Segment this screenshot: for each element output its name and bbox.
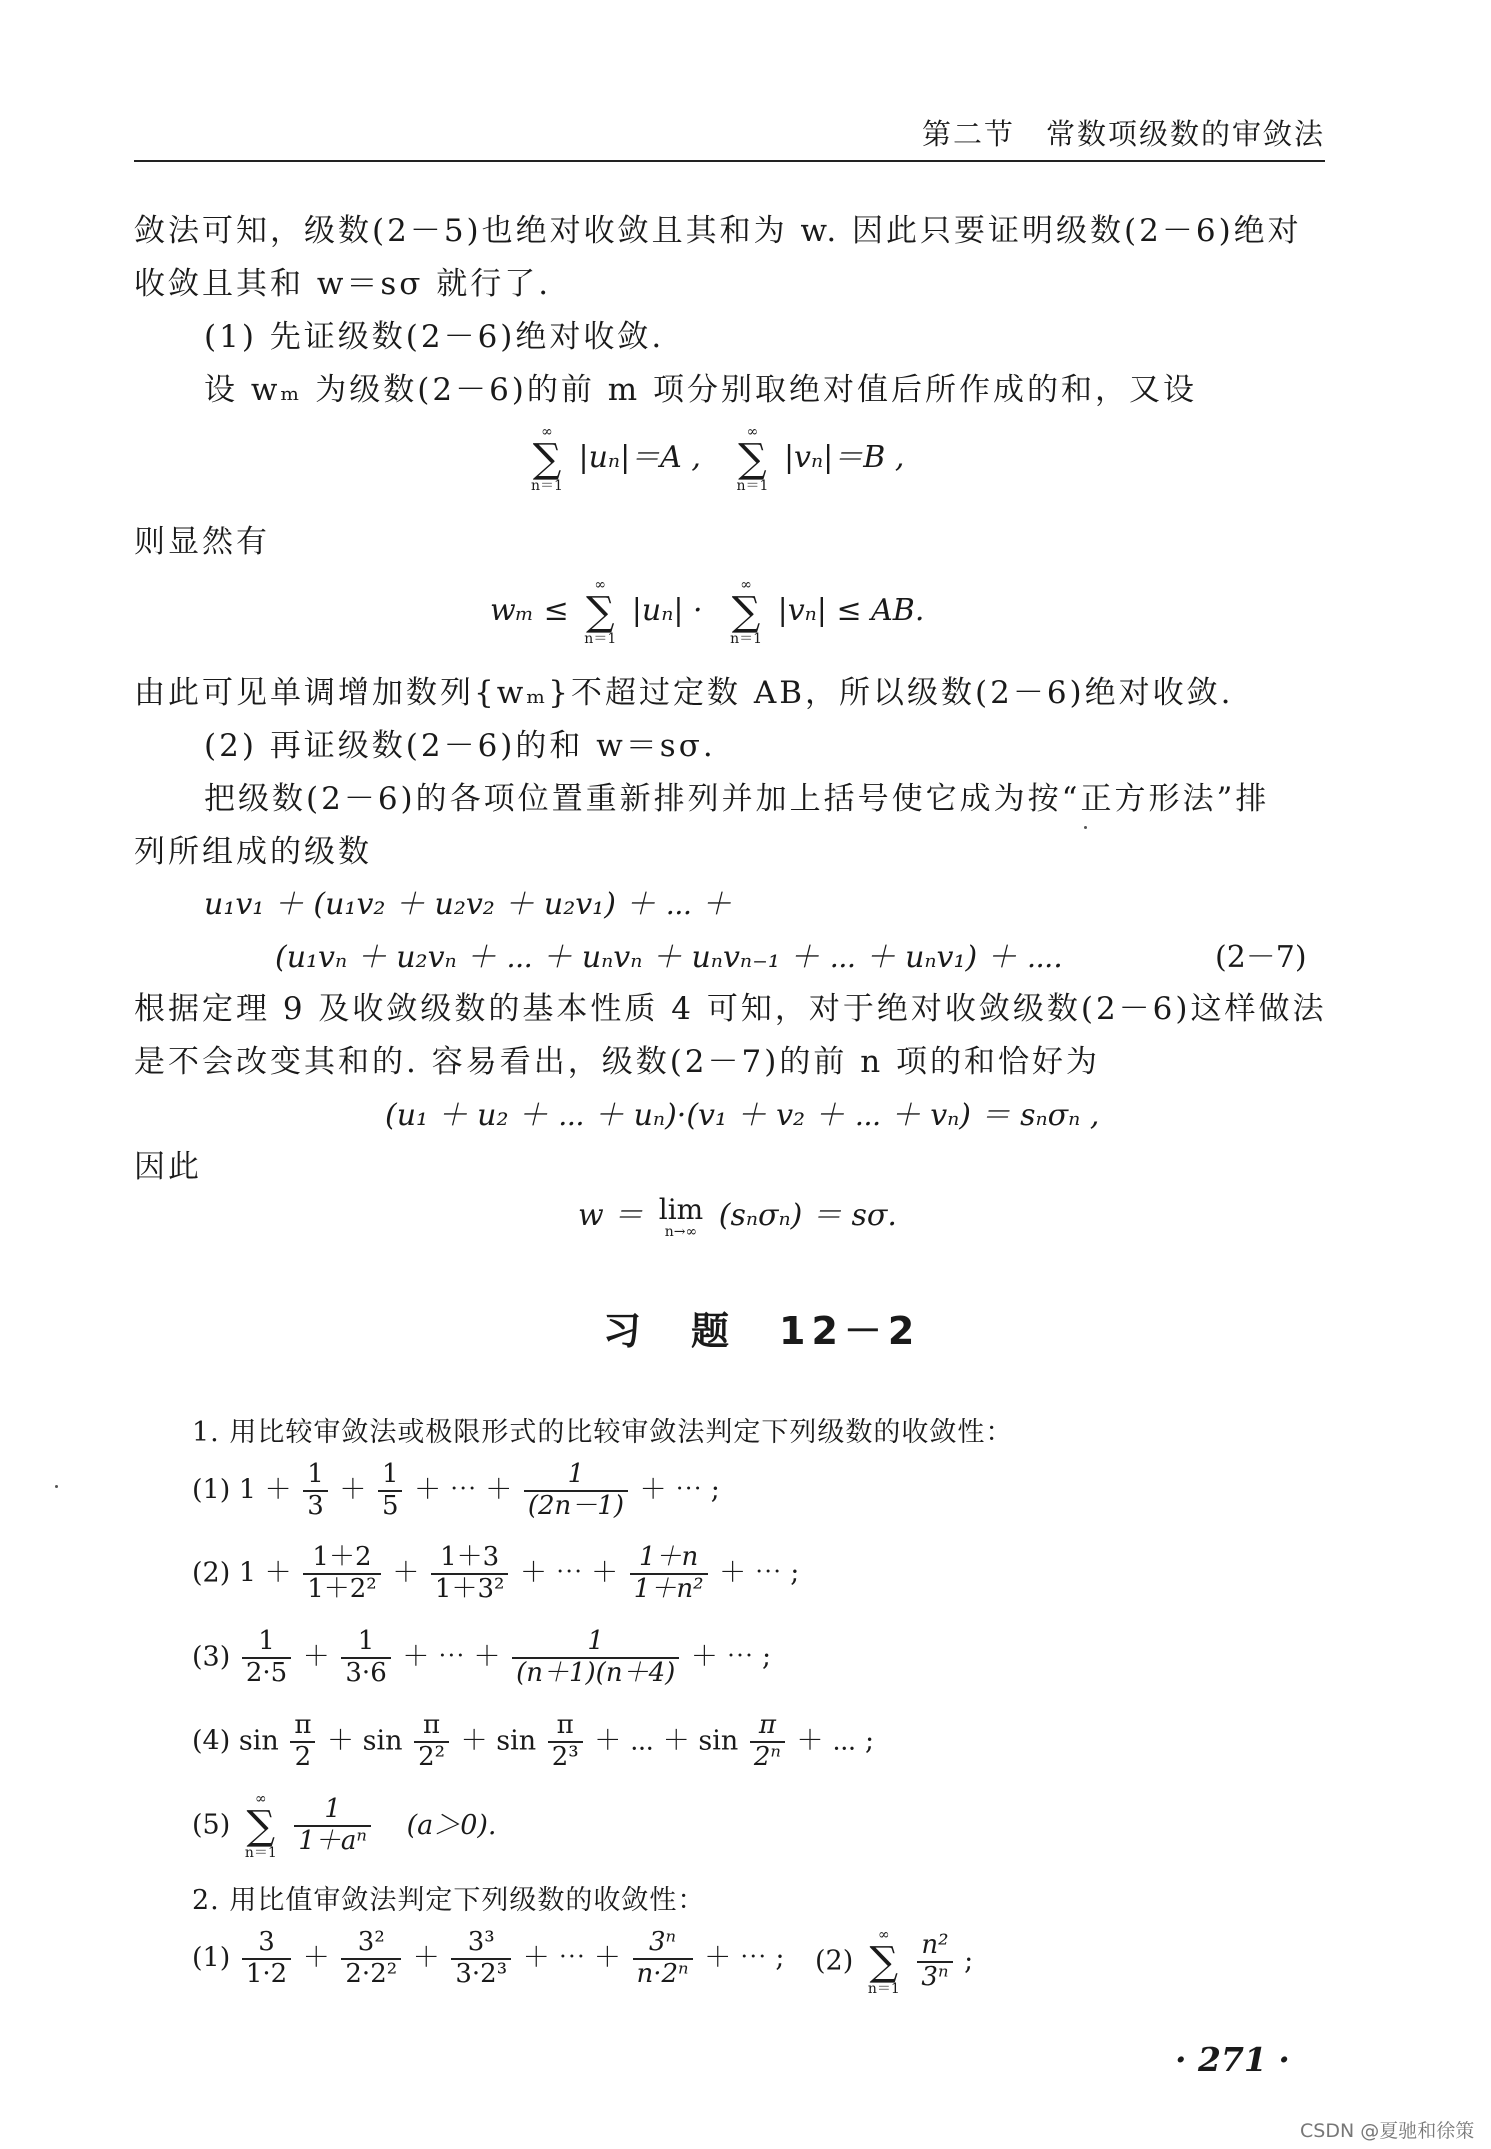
fraction: $\frac{1+n}{\text{1＋n²}}$ (630, 1543, 708, 1605)
sum-operator: ∞ ∑ n＝1 (867, 1927, 900, 1997)
equation-limit: w ＝ lim n→∞ (sₙσₙ) ＝ sσ. (578, 1192, 897, 1241)
body-line-11: 是不会改变其和的. 容易看出，级数(2－7)的前 n 项的和恰好为 (134, 1044, 1101, 1080)
fraction: $\frac{\text{3ⁿ}}{\text{n·2ⁿ}}$ (633, 1928, 693, 1990)
fraction: $\frac{1}{2\cdot 5}$ (242, 1627, 291, 1689)
body-line-2: 收敛且其和 w＝sσ 就行了. (134, 266, 552, 302)
exercise-1-1: (1) 1 ＋ $\frac{1}{3}$ ＋ $\frac{1}{5}$ ＋ ⋯ ＋ $\frac{1}{(2n-1)}$ ＋ ⋯ ; (192, 1459, 720, 1521)
running-header: 第二节 常数项级数的审敛法 (921, 117, 1325, 151)
limit-operator: lim n→∞ (658, 1192, 704, 1241)
sum-operator: ∞ ∑ n＝1 (736, 424, 769, 494)
sum-abs-u: |uₙ|＝A , (578, 440, 701, 475)
fraction: $\frac{\text{3²}}{\text{2·2²}}$ (341, 1928, 401, 1990)
exercise-1-2: (2) 1 ＋ $\frac{1+2}{\text{1＋2²}}$ ＋ $\frac{1+3}{\text{1＋3²}}$ ＋ ⋯ ＋ $\frac{1+n}{\text{1＋n²}}$ ＋ ⋯ ; (192, 1542, 800, 1604)
equation-sums-AB (525, 425, 904, 493)
body-line-3: (1) 先证级数(2－6)绝对收敛. (204, 319, 665, 355)
equation-square-arrangement-2: (u₁vₙ ＋ u₂vₙ ＋ ⋯ ＋ uₙvₙ ＋ uₙvₙ₋₁ ＋ ⋯ ＋ uₙv₁) ＋ ⋯. (275, 940, 1063, 975)
equation-partial-product: (u₁ ＋ u₂ ＋ ⋯ ＋ uₙ)·(v₁ ＋ v₂ ＋ ⋯ ＋ vₙ) ＝ sₙσₙ , (385, 1098, 1100, 1133)
body-line-9: 列所组成的级数 (134, 834, 372, 870)
fraction: $\frac{\text{n²}}{\text{3ⁿ}}$ (917, 1931, 952, 1993)
sum-operator: ∞ ∑ n＝1 (730, 577, 763, 647)
exercise-1-5: (5) ∞ ∑ n＝1 $\frac{1}{\text{1＋aⁿ}}$ (a＞0). (192, 1791, 497, 1861)
body-line-8: 把级数(2－6)的各项位置重新排列并加上括号使它成为按“正方形法”排 (204, 781, 1270, 817)
body-line-7: (2) 再证级数(2－6)的和 w＝sσ. (204, 728, 716, 764)
fraction: $\frac{\pi}{\text{2²}}$ (414, 1711, 449, 1773)
fraction: $\frac{1+3}{\text{1＋3²}}$ (431, 1543, 509, 1605)
exercise-section-title: 习 题 12－2 (603, 1309, 921, 1353)
equation-square-arrangement-1: u₁v₁ ＋ (u₁v₂ ＋ u₂v₂ ＋ u₂v₁) ＋ ⋯ ＋ (204, 887, 732, 922)
sum-operator: ∞ ∑ n＝1 (584, 577, 617, 647)
fraction: $\frac{1}{3\cdot 6}$ (341, 1627, 390, 1689)
fraction: $\frac{3}{1\cdot 2}$ (242, 1928, 291, 1990)
equation-wm-bound: wₘ ≤ ∞ ∑ n＝1 |uₙ| · ∞ ∑ n＝1 |vₙ| ≤ AB. (490, 577, 925, 647)
exercise-1-prompt: 1. 用比较审敛法或极限形式的比较审敛法判定下列级数的收敛性： (192, 1417, 1014, 1448)
header-rule (134, 160, 1325, 162)
body-line-1: 敛法可知，级数(2－5)也绝对收敛且其和为 w. 因此只要证明级数(2－6)绝对 (134, 213, 1302, 249)
exercise-1-3: (3) $\frac{1}{2\cdot 5}$ ＋ $\frac{1}{3\cdot 6}$ ＋ ⋯ ＋ $\frac{1}{(n+1)(n+4)}$ ＋ ⋯ ; (192, 1626, 772, 1688)
body-line-4: 设 wₘ 为级数(2－6)的前 m 项分别取绝对值后所作成的和，又设 (204, 372, 1197, 408)
body-line-12: 因此 (134, 1149, 202, 1185)
fraction: $\frac{1}{\text{1＋aⁿ}}$ (294, 1795, 371, 1857)
fraction: $\frac{1}{(2n-1)}$ (524, 1460, 628, 1522)
fraction: $\frac{1}{5}$ (378, 1460, 403, 1522)
exercise-1-4: (4) sin $\frac{\pi}{2}$ ＋ sin $\frac{\pi}{\text{2²}}$ ＋ sin $\frac{\pi}{\text{2³}}$ ＋ ⋯ ＋ sin $\frac{\pi}{\text{2ⁿ}}$ ＋ ⋯ ; (192, 1710, 875, 1772)
exercise-2-2: (2) ∞ ∑ n＝1 $\frac{\text{n²}}{\text{3ⁿ}}$ ; (815, 1927, 974, 1997)
fraction: $\frac{1+2}{\text{1＋2²}}$ (303, 1543, 381, 1605)
fraction: $\frac{\pi}{\text{2³}}$ (548, 1711, 583, 1773)
exercise-2-prompt: 2. 用比值审敛法判定下列级数的收敛性： (192, 1885, 706, 1916)
fraction: $\frac{1}{3}$ (303, 1460, 328, 1522)
body-line-6: 由此可见单调增加数列{wₘ}不超过定数 AB，所以级数(2－6)绝对收敛. (134, 675, 1234, 711)
scan-speck (1084, 826, 1087, 829)
fraction: $\frac{\text{3³}}{\text{3·2³}}$ (451, 1928, 511, 1990)
equation-tag-2-7: (2－7) (1215, 940, 1307, 975)
exercise-2-1: (1) $\frac{3}{1\cdot 2}$ ＋ $\frac{\text{3²}}{\text{2·2²}}$ ＋ $\frac{\text{3³}}{\text{3·2³}}$ ＋ ⋯ ＋ $\frac{\text{3ⁿ}}{\text{n·2ⁿ}}$ ＋ ⋯ ; (192, 1927, 785, 1989)
scan-speck (55, 1485, 58, 1488)
watermark: CSDN @夏驰和徐策 (1300, 2120, 1475, 2142)
sum-abs-v: |vₙ|＝B , (783, 440, 905, 475)
body-line-5: 则显然有 (134, 524, 270, 560)
body-line-10: 根据定理 9 及收敛级数的基本性质 4 可知，对于绝对收敛级数(2－6)这样做法 (134, 991, 1327, 1027)
page-number: · 271 · (1175, 2040, 1290, 2079)
sum-operator: ∞ ∑ n＝1 (244, 1791, 277, 1861)
sum-operator: ∞ ∑ n＝1 (531, 424, 563, 494)
fraction: $\frac{\pi}{2}$ (290, 1711, 315, 1773)
fraction: $\frac{\pi}{\text{2ⁿ}}$ (750, 1711, 785, 1773)
fraction: $\frac{1}{(n+1)(n+4)}$ (512, 1627, 679, 1689)
